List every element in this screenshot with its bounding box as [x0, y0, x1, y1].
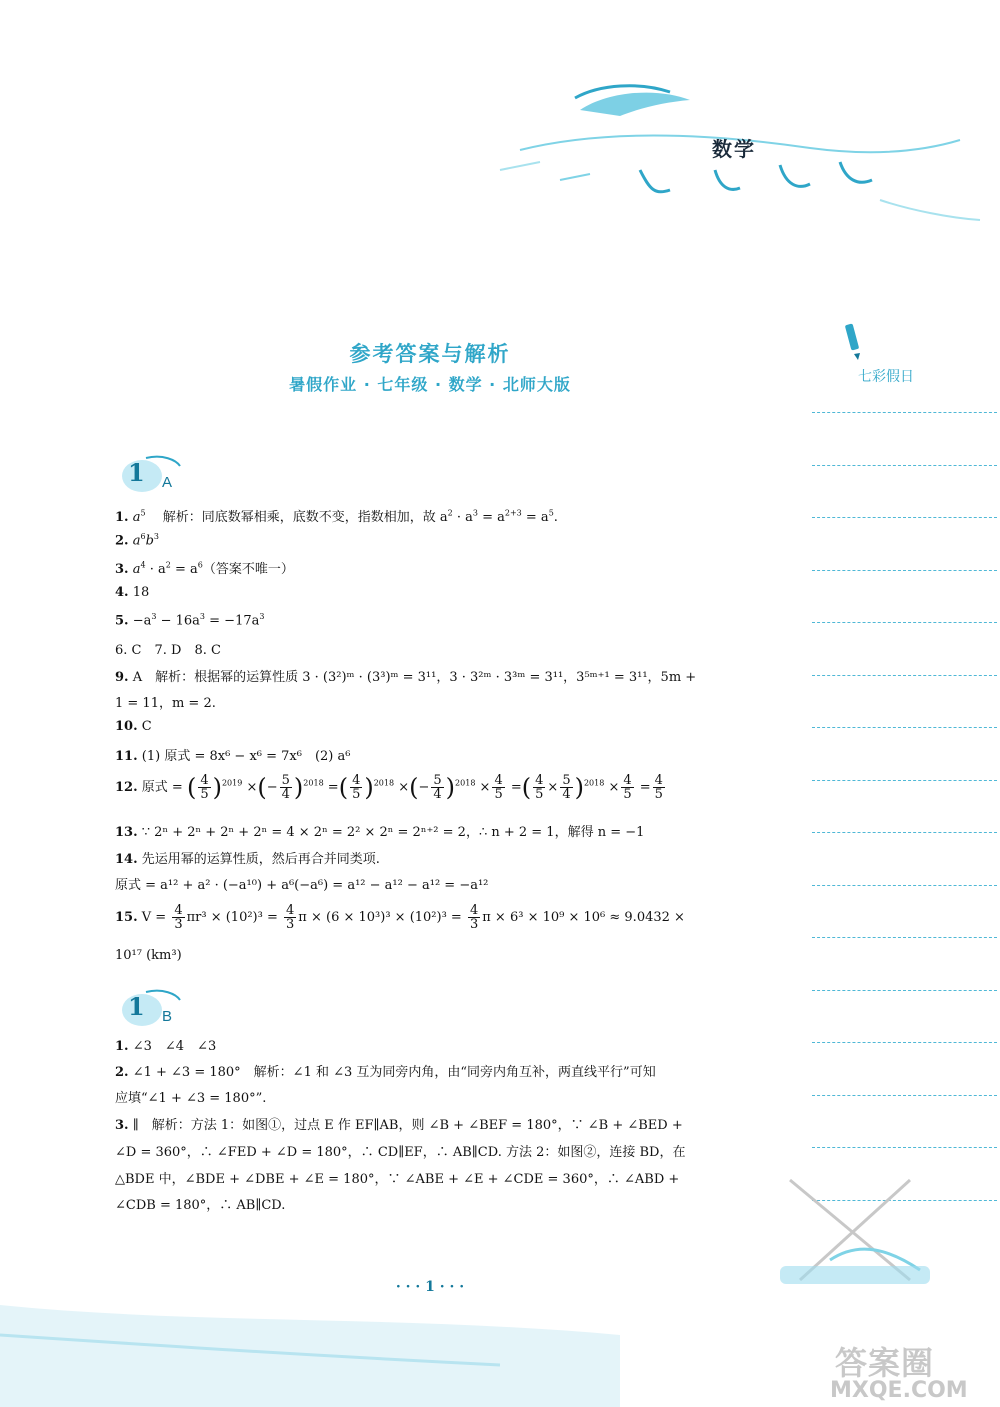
answer-a-10: 10. C — [115, 719, 152, 734]
answer-a-4: 4. 18 — [115, 585, 150, 600]
note-line — [812, 1147, 997, 1148]
note-line — [812, 622, 997, 623]
page-number: · · · 1 · · · — [395, 1279, 465, 1295]
note-line — [812, 832, 997, 833]
note-line — [812, 780, 997, 781]
watermark-url: MXQE.COM — [830, 1378, 968, 1403]
note-line — [812, 412, 997, 413]
watermark: 答案圈 — [835, 1344, 935, 1382]
answer-a-14: 14. 先运用幂的运算性质，然后再合并同类项. — [115, 852, 380, 867]
answer-a-13: 13. ∵ 2ⁿ + 2ⁿ + 2ⁿ + 2ⁿ = 4 × 2ⁿ = 2² × 2ⁿ = 2ⁿ⁺² = 2，∴ n + 2 = 1，解得 n = −1 — [115, 825, 645, 840]
answer-a-5: 5. $-a^3 - 16a^3 = -17a^3$ — [115, 612, 265, 629]
answer-b-3-cont2: △BDE 中，∠BDE + ∠DBE + ∠E = 180°，∵ ∠ABE + ∠E + ∠CDE = 360°，∴ ∠ABD + — [115, 1172, 680, 1187]
section-number: 1 — [128, 458, 145, 487]
section-letter: A — [162, 474, 173, 491]
answer-b-3: 3. ∥ 解析：方法 1：如图①，过点 E 作 EF∥AB，则 ∠B + ∠BEF = 180°，∵ ∠B + ∠BED + — [115, 1118, 683, 1133]
answer-b-2: 2. ∠1 + ∠3 = 180° 解析：∠1 和 ∠3 互为同旁内角，由“同旁内角互补，两直线平行”可知 — [115, 1065, 656, 1080]
section-badge-b — [118, 986, 182, 1028]
note-line — [812, 1042, 997, 1043]
note-line — [812, 885, 997, 886]
answer-a-3: 3. $a^4 \cdot a^2 = a^6$（答案不唯一） — [115, 560, 294, 577]
note-line — [812, 1095, 997, 1096]
section-letter: B — [162, 1008, 173, 1025]
section-badge-a — [118, 452, 182, 494]
note-line — [812, 570, 997, 571]
note-line — [812, 937, 997, 938]
answer-a-14-cont: 原式 = a¹² + a² · (−a¹⁰) + a⁶(−a⁶) = a¹² − a¹² − a¹² = −a¹² — [115, 878, 489, 893]
bottom-decoration — [760, 1170, 960, 1290]
note-line — [812, 990, 997, 991]
answer-b-2-cont: 应填“∠1 + ∠3 = 180°”. — [115, 1091, 267, 1106]
answer-b-3-cont3: ∠CDB = 180°，∴ AB∥CD. — [115, 1198, 286, 1213]
answer-a-15-cont: 10¹⁷ (km³) — [115, 948, 182, 963]
page-subtitle: 暑假作业 · 七年级 · 数学 · 北师大版 — [289, 375, 571, 394]
section-number: 1 — [128, 992, 145, 1021]
answer-b-1: 1. ∠3 ∠4 ∠3 — [115, 1039, 217, 1054]
note-line — [812, 727, 997, 728]
subject-badge: 数学 — [712, 137, 756, 161]
note-line — [812, 465, 997, 466]
answer-a-2: 2. $a^6b^3$ — [115, 532, 159, 549]
page-title: 参考答案与解析 — [349, 342, 511, 366]
answer-a-6-8: 6. C 7. D 8. C — [115, 643, 221, 658]
answer-a-1: 1. $a^5$ 解析：同底数幂相乘，底数不变，指数相加，故 $a^2 \cdot a^3 = a^{2+3} = a^5$. — [115, 508, 558, 525]
pencil-icon — [840, 322, 870, 362]
note-line — [812, 675, 997, 676]
answer-a-9: 9. A 解析：根据幂的运算性质 3 · (3²)ᵐ · (3³)ᵐ = 3¹¹，3 · 3²ᵐ · 3³ᵐ = 3¹¹，3⁵ᵐ⁺¹ = 3¹¹，5m + — [115, 670, 697, 685]
note-line — [812, 517, 997, 518]
answer-a-15: 15. V = $\frac{4}{3}$ πr³ × (10²)³ = $\frac{4}{3}$ π × (6 × 10³)³ × (10²)³ = $\frac{4}{3}$ π × 6³ × 10⁹ × 10⁶ ≈ 9.0432 × — [115, 903, 685, 932]
answer-a-9-cont: 1 = 11，m = 2. — [115, 696, 216, 711]
answer-a-11: 11. (1) 原式 = 8x⁶ − x⁶ = 7x⁶ (2) a⁶ — [115, 749, 351, 764]
answer-b-3-cont1: ∠D = 360°，∴ ∠FED + ∠D = 180°，∴ CD∥EF，∴ AB∥CD. 方法 2：如图②，连接 BD，在 — [115, 1145, 686, 1160]
brand-label: 七彩假日 — [858, 369, 914, 385]
answer-a-12: 12. 原式 = ( $\frac{4}{5}$ )$^{2019}$ ×(− $\frac{5}{4}$ )$^{2018}$ =( $\frac{4}{5}$ )$^{2018}$ ×(− $\frac{5}{4}$ )$^{2018}$ × $\frac{4}{5}$ =( $\frac{4}{5}$ × $\frac{5}{4}$ )$^{2018}$ × $\frac{4}{5}$ = $\frac{4}{5}$ — [115, 773, 663, 802]
